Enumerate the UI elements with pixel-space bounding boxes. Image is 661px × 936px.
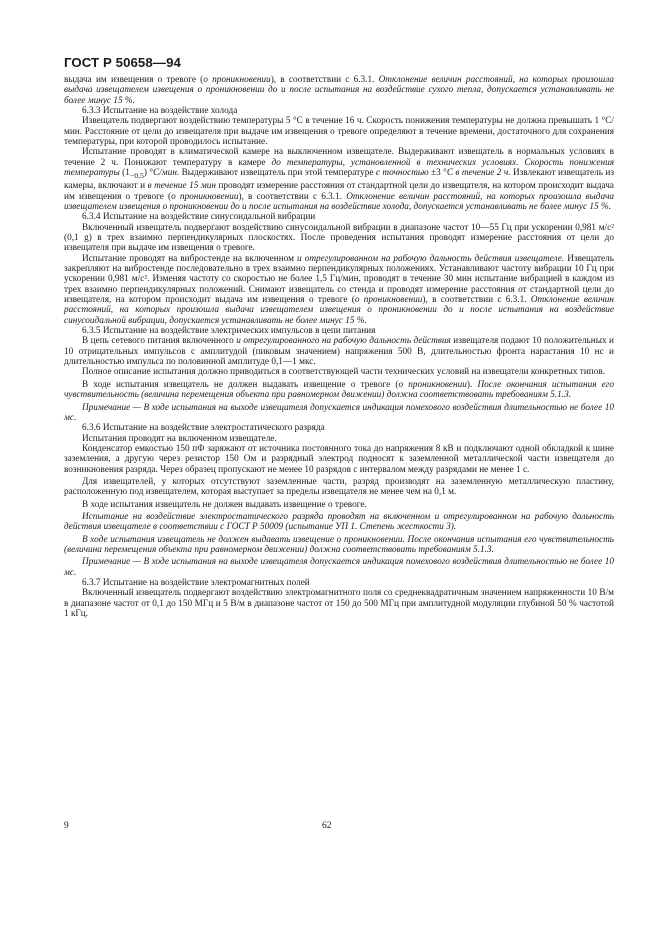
paragraph: В ходе испытания извещатель не должен выдавать извещение о тревоге (о проникновении). После окончания испытания его чувствительность (величина перемещения объекта при равномерном движении) должна соответствовать требованиям 5.1.3. [64,379,614,401]
paragraph: Испытания проводят на включенном извещателе. [82,433,277,444]
page-number-center: 62 [322,821,332,831]
page-number-left: 9 [64,821,69,831]
section-heading: 6.3.4 Испытание на воздействие синусоидальной вибрации [82,212,316,223]
standard-header: ГОСТ Р 50658—94 [64,55,181,70]
paragraph: Включенный извещатель подвергают воздействию синусоидальной вибрации в диапазоне частот 10—55 Гц при ускорении 0,981 м/с² (0,1 g) в трех взаимно перпендикулярных плоскостях. После проведения испытания проводят измерение расстояния от цели до извещателя при выдаче им извещения о тревоге. [64,222,614,254]
paragraph: Испытание проводят на вибростенде на включенном и отрегулированном на рабочую дальность действия извещателе. Извещатель закрепляют на вибростенде последовательно в трех взаимно перпендикулярных положениях. Устанавливают частоту вибрации 10 Гц при ускорении 0,981 м/с². Изменяя частоту со скоростью не более 1,5 Гц/мин, проводят в течение 30 мин испытание вибрацией в каждом из трех взаимно перпендикулярных положений. Снимают извещатель со стенда и проводят измерение расстояния от стандартной цели до извещателя, на котором происходит выдача им извещения о тревоге (о проникновении), в соответствии с 6.3.1. Отклонение величин расстояний, на которых произошла выдача извещателем извещения о проникновении до и после испытания на воздействие синусоидальной вибрации, допускается устанавливать не более минус 15 %. [64,253,615,326]
paragraph: выдача им извещения о тревоге (о проникновении), в соответствии с 6.3.1. Отклонение величин расстояний, на которых произошла выдача извещателем извещения о проникновении до и после испытания на воздействие сухого тепла, допускается устанавливать не более минус 15 %. [64,75,614,106]
paragraph: Примечание — В ходе испытания на выходе извещателя допускается индикация помехового воздействия длительностью не более 10 мс. [64,557,614,578]
paragraph: Полное описание испытания должно приводиться в соответствующей части технических условий на извещатели конкретных типов. [82,367,606,378]
paragraph: Испытание проводят в климатической камере на выключенном извещателе. Выдерживают извещатель в нормальных условиях в течение 2 ч. Понижают температуру в камере до температуры, установленной в технических условиях. Скорость понижения температуры $(1_{-0,5})$ °С/мин. Выдерживают извещатель при этой температуре с точностью ±3 °С в течение 2 ч. Извлекают извещатель из камеры, включают и в течение 15 мин проводят измерение расстояния от стандартной цели до извещателя, на котором происходит выдача им извещения о тревоге (о проникновении), в соответствии с 6.3.1. Отклонение величин расстояний, на которых произошла выдача извещателем извещения о проникновении до и после испытания на воздействие холода, допускается устанавливать не более минус 15 %. [64,147,614,212]
paragraph: В ходе испытания извещатель не должен выдавать извещение о тревоге. [82,499,367,510]
paragraph: Конденсатор емкостью 150 пФ заряжают от источника постоянного тока до напряжения 8 кВ и подключают одной обкладкой к шине заземления, а другую через резистор 150 Ом и разрядный электрод подносят к заземленной металлической части извещателя до возникновения разряда. Через образец пропускают не менее 10 разрядов с интервалом между разрядами не менее 1 с. [64,443,614,475]
section-heading: 6.3.7 Испытание на воздействие электромагнитных полей [82,578,310,588]
paragraph: Примечание — В ходе испытания на выходе извещателя допускается индикация помехового воздействия длительностью не более 10 мс. [64,402,614,423]
paragraph: Включенный извещатель подвергают воздействию электромагнитного поля со среднеквадратичным значением напряженности 10 В/м в диапазоне частот от 0,1 до 150 МГц и 5 В/м в диапазоне частот от 150 до 500 МГц при амплитудной модуляции глубиной 50 % частотой 1 кГц. [64,588,614,620]
paragraph: В ходе испытания извещатель не должен выдавать извещение о проникновении. После окончания испытания его чувствительность (величина перемещения объекта при равномерном движении) должна соответствовать требованиям 5.1.3. [64,534,614,555]
document-body [64,75,614,619]
section-heading: 6.3.6 Испытание на воздействие электростатического разряда [82,423,325,434]
paragraph: Для извещателей, у которых отсутствуют заземленные части, разряд производят на заземленную металлическую пластину, расположенную под извещателем, которая выступает за пределы извещателя не менее чем на 0,1 м. [64,476,614,498]
paragraph: Испытание на воздействие электростатического разряда проводят на включенном и отрегулированном на рабочую дальность действия извещателе в соответствии с ГОСТ Р 50009 (испытание УП 1. Степень жесткости 3). [64,511,614,533]
section-heading: 6.3.5 Испытание на воздействие электрических импульсов в цепи питания [82,326,376,337]
paragraph: Извещатель подвергают воздействию температуры 5 °С в течение 16 ч. Скорость понижения температуры не должна превышать 1 °С/мин. Расстояние от цели до извещателя при выдаче им извещения о тревоге определяют в течение времени, достаточного для сохранения температуры, при которой проводилось испытание. [64,116,614,148]
paragraph: В цепь сетевого питания включенного и отрегулированного на рабочую дальность действия извещателя подают 10 положительных и 10 отрицательных импульсов с амплитудой (пиковым значением) напряжения 500 В, длительностью фронта нарастания 10 нс и длительностью импульса по половинной амплитуде 0,1—1 мкс. [64,336,615,368]
section-heading: 6.3.3 Испытание на воздействие холода [82,106,238,117]
